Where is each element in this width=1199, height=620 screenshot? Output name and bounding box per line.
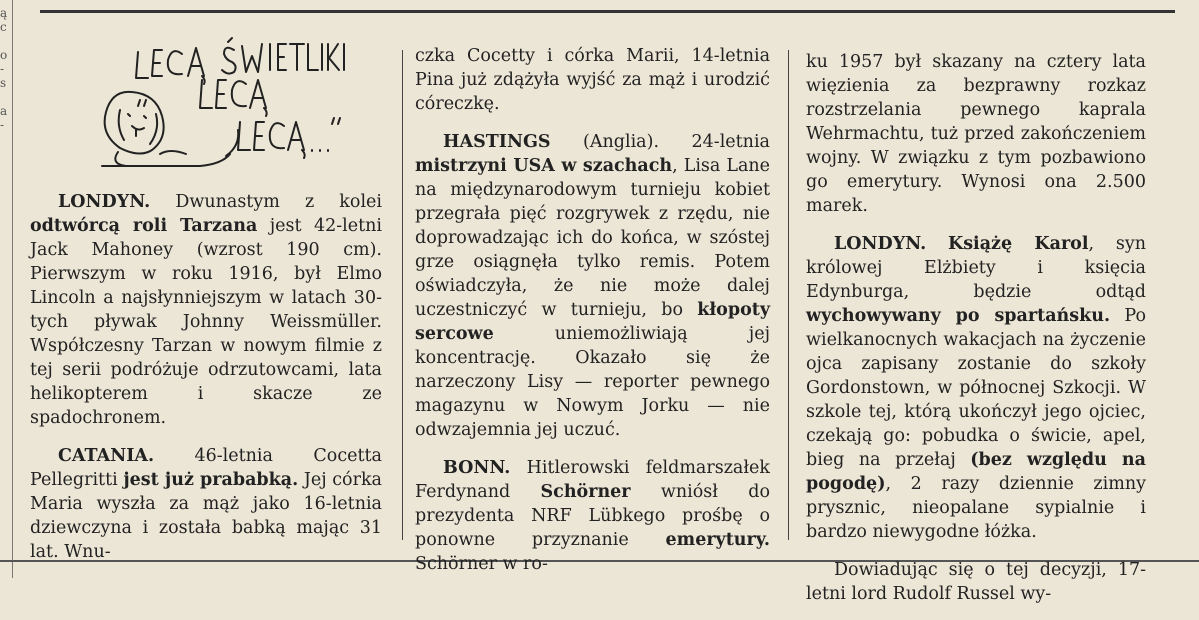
bold-run: Schörner [540,482,631,502]
text-run: 46-letnia Cocetta Pellegritti [30,446,382,490]
column-rule-2 [788,50,789,540]
bold-run: wychowywany po spartańsku. [806,306,1111,326]
glowworm-lion-illustration [90,30,350,180]
news-item-catania [30,444,382,564]
news-item-bonn-continued [806,50,1146,218]
news-item-hastings [415,130,770,442]
news-item-london-tarzan [30,190,382,430]
bold-run: BONN. [443,458,511,478]
text-run [926,234,948,254]
column-2 [415,44,770,590]
top-rule [40,10,1175,13]
text-run: ku 1957 był skazany na cztery lata więzienia za bezprawny rozkaz rozstrzelania pewnego kaprala Wehrmachtu, tuż przed zakończeniem wojny. W związku z tym pozbawiono go emerytury. Wynosi ona 2.500 marek. [806,52,1146,216]
bold-run: mistrzyni USA w szachach [415,156,673,176]
text-run: wniósł do prezydenta NRF Lübkego prośbę o ponowne przyznanie [415,482,770,550]
bold-run: emerytury. [665,530,770,550]
bold-run: HASTINGS [443,132,551,152]
text-run: Hitlerowski feldmarszałek Ferdynand [415,458,770,502]
text-run: Schörner w ro- [415,554,548,574]
text-run: Dwunastym z kolei [150,192,382,212]
text-run: czka Cocetty i córka Marii, 14-letnia Pina już zdążyła wyjść za mąż i urodzić córeczkę. [415,46,770,114]
bold-run: kłopoty sercowe [415,300,770,344]
text-run: Dowiadując się o tej decyzji, 17-letni lord Rudolf Russel wy- [806,560,1146,604]
bold-run: (bez względu na pogodę) [806,450,1146,494]
text-run: (Anglia). 24-letnia [550,132,770,152]
text-run: uniemożliwiają jej koncentrację. Okazało się że narzeczony Lisy — reporter pewnego magazynu w Nowym Jorku — nie odwzajemnia jej uczuć. [415,324,770,440]
text-run: jest 42-letni Jack Mahoney (wzrost 190 cm). Pierwszym w roku 1916, był Elmo Lincoln a najsłynniejszym w latach 30-tych pływak Johnny Weissmüller. Współczesny Tarzan w nowym filmie z tej serii podróżuje odrzutowcami, lata helikopterem i skacze ze spadochronem. [30,216,382,428]
bold-run: odtwórcą roli Tarzana [30,216,258,236]
text-run: , 2 razy dziennie zimny prysznic, nieopalane sypialnie i bardzo niewygodne łóżka. [806,474,1146,542]
text-run: Po wielkanocnych wakacjach na życzenie ojca zapisany zostanie do szkoły Gordonstown, w północnej Szkocji. W szkole tej, którą ukończył jego ojciec, czekają go: pobudka o świcie, apel, bieg na przełaj [806,306,1146,470]
news-item-catania-continued [415,44,770,116]
news-item-bonn [415,456,770,576]
section-logo [30,30,382,190]
text-run: , Lisa Lane na międzynarodowym turnieju kobiet przegrała pięć rozgrywek z rzędu, nie doprowadzając ich do końca, w szóstej grze osiągnęła tylko remis. Potem oświadczyła, że nie może dalej uczestniczyć w turnieju, bo [415,156,770,320]
column-rule-1 [402,50,403,540]
column-3 [806,50,1146,620]
bold-run: CATANIA. [58,446,155,466]
bold-run: jest już prababką. [123,470,299,490]
margin-fragments: ą c o - s a - [0,6,8,132]
text-run: Jej córka Maria wyszła za mąż jako 16-letnia dziewczyna i została babką mając 31 lat. Wnu- [30,470,382,562]
bold-run: LONDYN. [834,234,927,254]
text-run: , syn królowej Elżbiety i księcia Edynburga, będzie odtąd [806,234,1146,302]
left-margin-strip [0,0,13,578]
bold-run: LONDYN. [58,192,151,212]
bold-run: Książę Karol [947,234,1089,254]
news-item-london-prince-charles [806,232,1146,544]
news-item-lord-russel [806,558,1146,606]
column-1 [30,30,382,578]
